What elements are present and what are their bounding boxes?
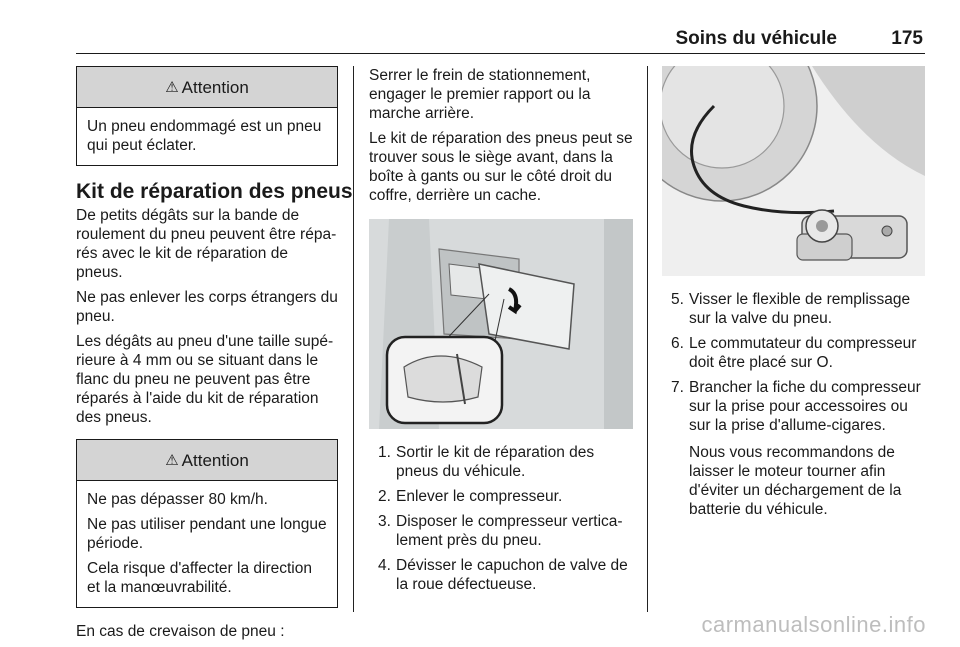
compressor-hose-illustration-icon bbox=[662, 66, 925, 276]
list-item bbox=[369, 512, 633, 550]
warning-header bbox=[77, 440, 337, 481]
step-number: 7. bbox=[671, 379, 684, 396]
warning-triangle-icon: ⚠ bbox=[165, 78, 179, 96]
warning-title: Attention bbox=[181, 450, 249, 470]
trunk-cover-illustration-icon bbox=[369, 219, 633, 429]
warning-header bbox=[77, 67, 337, 108]
paragraph: Les dégâts au pneu d'une taille supé- rieure à 4 mm ou se situant dans le flanc du pneu ne peuvent pas être réparés à l'aide du kit de réparation des pneus. bbox=[76, 333, 334, 426]
step-number: 2. bbox=[378, 488, 391, 505]
warning-box-speed bbox=[76, 439, 338, 608]
compressor-illustration bbox=[662, 66, 925, 276]
column-divider bbox=[647, 66, 648, 612]
trunk-kit-illustration bbox=[369, 219, 633, 429]
warning-title: Attention bbox=[181, 77, 249, 97]
list-item bbox=[662, 334, 925, 372]
list-item bbox=[662, 290, 925, 328]
warning-body bbox=[77, 108, 337, 165]
closing-text: En cas de crevaison de pneu : bbox=[76, 623, 285, 640]
paragraph: De petits dégâts sur la bande de roulement du pneu peuvent être répa- rés avec le kit de réparation de pneus. bbox=[76, 207, 337, 281]
warning-line: Cela risque d'affecter la direction et la manœuvrabilité. bbox=[87, 560, 312, 596]
column-1 bbox=[76, 66, 353, 647]
list-item bbox=[369, 487, 633, 506]
note-text: Nous vous recommandons de laisser le moteur tourner afin d'éviter un déchargement de la batterie du véhicule. bbox=[689, 444, 902, 518]
warning-line: Ne pas dépasser 80 km/h. bbox=[87, 491, 268, 508]
warning-text: Un pneu endommagé est un pneu qui peut éclater. bbox=[87, 118, 322, 154]
list-item bbox=[662, 378, 925, 519]
step-text: Le commutateur du compresseur doit être placé sur O. bbox=[689, 335, 917, 371]
step-number: 3. bbox=[378, 513, 391, 530]
step-text: Disposer le compresseur vertica- lement près du pneu. bbox=[396, 513, 623, 549]
step-text: Dévisser le capuchon de valve de la roue défectueuse. bbox=[396, 557, 628, 593]
column-3 bbox=[662, 66, 925, 525]
page-header bbox=[76, 20, 925, 52]
section-title: Kit de réparation des pneus bbox=[76, 180, 353, 203]
step-text: Sortir le kit de réparation des pneus du véhicule. bbox=[396, 444, 595, 480]
steps-list bbox=[662, 290, 925, 519]
watermark: carmanualsonline.info bbox=[701, 612, 926, 637]
warning-triangle-icon: ⚠ bbox=[165, 451, 179, 469]
list-item bbox=[369, 443, 633, 481]
warning-body bbox=[77, 481, 337, 607]
header-rule bbox=[76, 53, 925, 54]
warning-line: Ne pas utiliser pendant une longue période. bbox=[87, 516, 327, 552]
page-number: 175 bbox=[891, 28, 923, 49]
step-number: 4. bbox=[378, 557, 391, 574]
step-number: 6. bbox=[671, 335, 684, 352]
step-text: Enlever le compresseur. bbox=[396, 488, 563, 505]
warning-box-tire-damage bbox=[76, 66, 338, 166]
step-number: 1. bbox=[378, 444, 391, 461]
paragraph: Le kit de réparation des pneus peut se trouver sous le siège avant, dans la boîte à gants ou sur le côté droit du coffre, derrière un cache. bbox=[369, 130, 633, 204]
list-item bbox=[369, 556, 633, 594]
paragraph: Serrer le frein de stationnement, engager le premier rapport ou la marche arrière. bbox=[369, 67, 591, 122]
paragraph: Ne pas enlever les corps étrangers du pneu. bbox=[76, 289, 338, 325]
step-number: 5. bbox=[671, 291, 684, 308]
step-text: Brancher la fiche du compresseur sur la prise pour accessoires ou sur la prise d'allume-cigares. bbox=[689, 379, 921, 434]
header-title: Soins du véhicule bbox=[675, 28, 837, 49]
column-2 bbox=[369, 66, 633, 600]
step-text: Visser le flexible de remplissage sur la valve du pneu. bbox=[689, 291, 911, 327]
column-divider bbox=[353, 66, 354, 612]
steps-list bbox=[369, 443, 633, 594]
